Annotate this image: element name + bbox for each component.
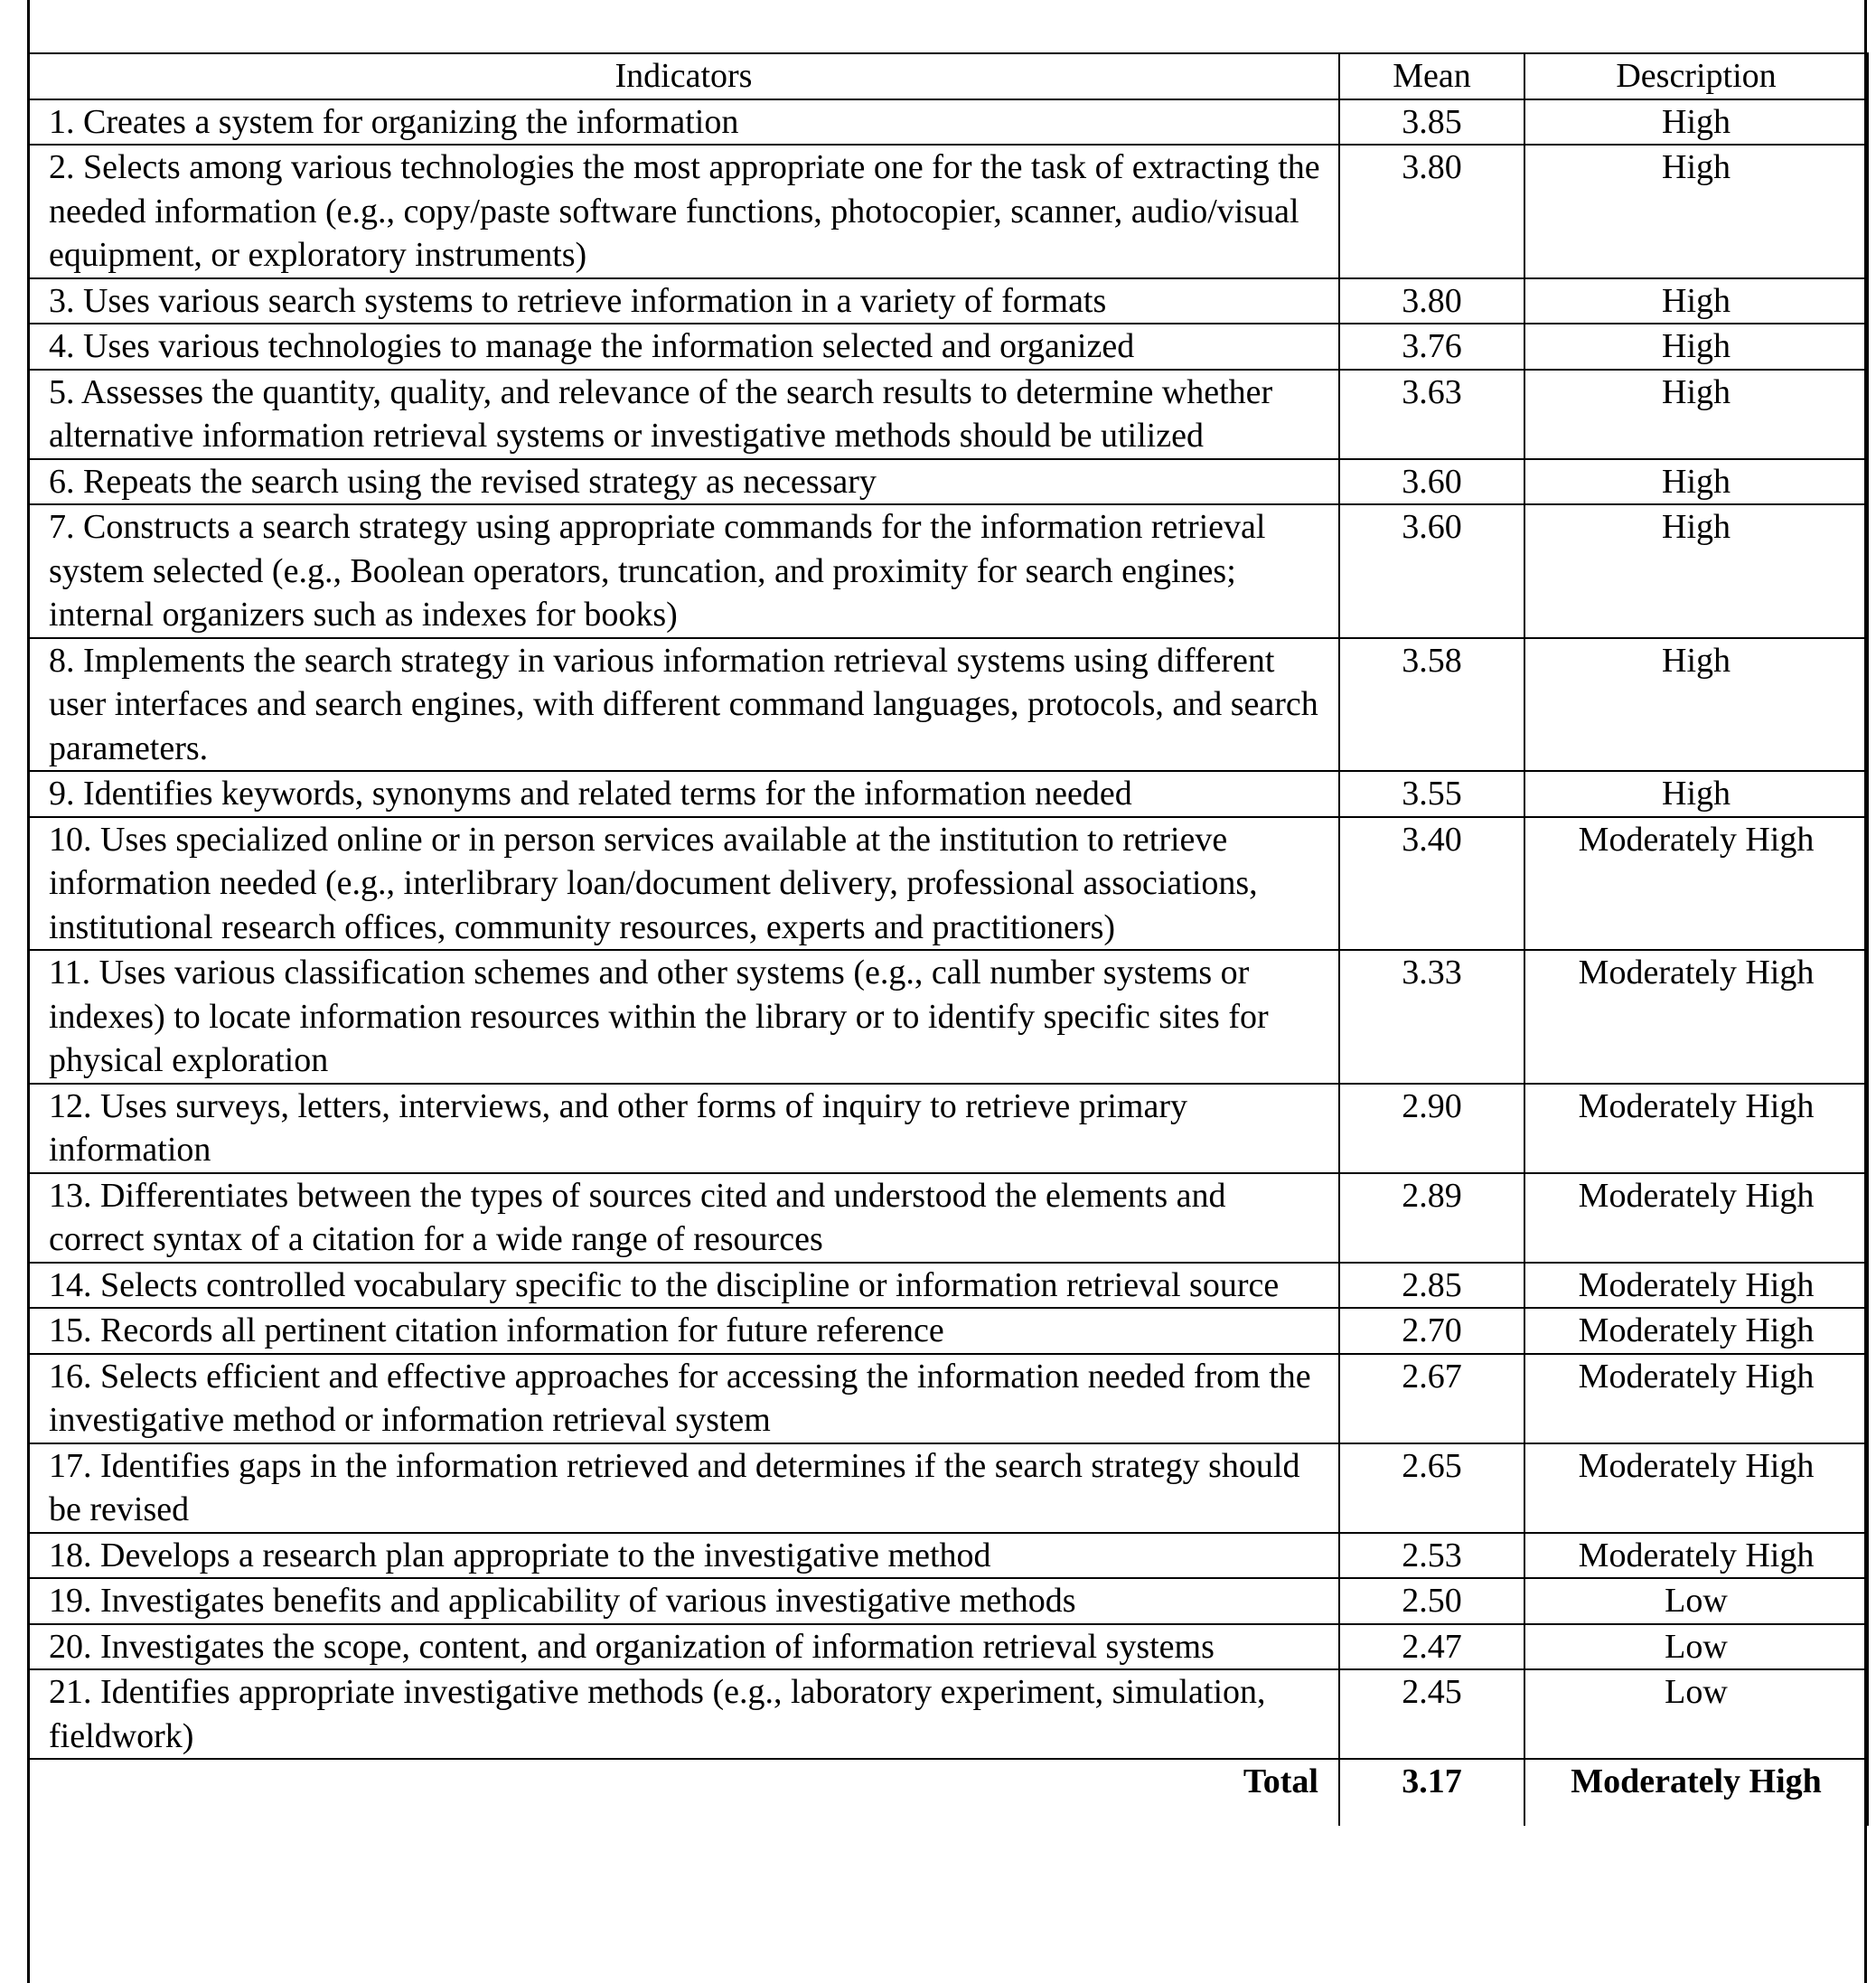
description-cell: High [1524, 504, 1868, 638]
indicator-cell: 6. Repeats the search using the revised strategy as necessary [28, 459, 1339, 505]
mean-cell: 2.47 [1339, 1624, 1524, 1670]
header-row [28, 53, 1868, 99]
table-row [28, 1624, 1868, 1670]
table-row [28, 1669, 1868, 1759]
indicator-cell: 8. Implements the search strategy in various information retrieval systems using different user interfaces and search engines, with different command languages, protocols, and search parameters. [28, 638, 1339, 772]
table-row [28, 99, 1868, 146]
header-description: Description [1524, 53, 1868, 99]
table-row [28, 817, 1868, 951]
mean-cell: 3.85 [1339, 99, 1524, 146]
table-row [28, 1308, 1868, 1354]
table-row [28, 950, 1868, 1084]
indicator-cell: 14. Selects controlled vocabulary specific to the discipline or information retrieval source [28, 1263, 1339, 1309]
description-cell: Low [1524, 1624, 1868, 1670]
mean-cell: 3.80 [1339, 145, 1524, 278]
description-cell: High [1524, 145, 1868, 278]
mean-cell: 3.33 [1339, 950, 1524, 1084]
mean-cell: 2.89 [1339, 1173, 1524, 1263]
indicator-cell: 12. Uses surveys, letters, interviews, and other forms of inquiry to retrieve primary information [28, 1084, 1339, 1173]
description-cell: High [1524, 278, 1868, 324]
total-label: Total [28, 1759, 1339, 1826]
description-cell: Low [1524, 1578, 1868, 1624]
description-cell: High [1524, 459, 1868, 505]
table-row [28, 1084, 1868, 1173]
description-cell: Moderately High [1524, 1308, 1868, 1354]
table-row [28, 1533, 1868, 1579]
description-cell: Moderately High [1524, 950, 1868, 1084]
total-row [28, 1759, 1868, 1826]
mean-cell: 2.90 [1339, 1084, 1524, 1173]
description-cell: High [1524, 99, 1868, 146]
mean-cell: 3.60 [1339, 504, 1524, 638]
indicator-cell: 18. Develops a research plan appropriate to the investigative method [28, 1533, 1339, 1579]
description-cell: Moderately High [1524, 1084, 1868, 1173]
description-cell: Low [1524, 1669, 1868, 1759]
table-row [28, 324, 1868, 370]
indicator-cell: 1. Creates a system for organizing the information [28, 99, 1339, 146]
description-cell: Moderately High [1524, 1533, 1868, 1579]
mean-cell: 3.58 [1339, 638, 1524, 772]
indicator-cell: 15. Records all pertinent citation information for future reference [28, 1308, 1339, 1354]
indicator-cell: 16. Selects efficient and effective approaches for accessing the information needed from the investigative method or information retrieval system [28, 1354, 1339, 1443]
table-row [28, 771, 1868, 817]
table-row [28, 638, 1868, 772]
mean-cell: 3.76 [1339, 324, 1524, 370]
indicator-cell: 19. Investigates benefits and applicability of various investigative methods [28, 1578, 1339, 1624]
mean-cell: 2.53 [1339, 1533, 1524, 1579]
description-cell: High [1524, 771, 1868, 817]
description-cell: Moderately High [1524, 1354, 1868, 1443]
indicator-cell: 10. Uses specialized online or in person services available at the institution to retrieve information needed (e.g., interlibrary loan/document delivery, professional associations, institutional research offices, community resources, experts and practitioners) [28, 817, 1339, 951]
mean-cell: 2.45 [1339, 1669, 1524, 1759]
indicator-cell: 5. Assesses the quantity, quality, and relevance of the search results to determine whether alternative information retrieval systems or investigative methods should be utilized [28, 370, 1339, 459]
description-cell: Moderately High [1524, 1443, 1868, 1533]
mean-cell: 2.67 [1339, 1354, 1524, 1443]
total-mean: 3.17 [1339, 1759, 1524, 1826]
mean-cell: 3.40 [1339, 817, 1524, 951]
mean-cell: 3.63 [1339, 370, 1524, 459]
table-row [28, 1173, 1868, 1263]
description-cell: Moderately High [1524, 1263, 1868, 1309]
indicator-cell: 3. Uses various search systems to retrieve information in a variety of formats [28, 278, 1339, 324]
table-row [28, 1354, 1868, 1443]
indicator-cell: 20. Investigates the scope, content, and organization of information retrieval systems [28, 1624, 1339, 1670]
mean-cell: 2.85 [1339, 1263, 1524, 1309]
table-row [28, 1263, 1868, 1309]
description-cell: Moderately High [1524, 817, 1868, 951]
description-cell: High [1524, 370, 1868, 459]
mean-cell: 3.80 [1339, 278, 1524, 324]
table-row [28, 370, 1868, 459]
indicator-cell: 11. Uses various classification schemes and other systems (e.g., call number systems or indexes) to locate information resources within the library or to identify specific sites for physical exploration [28, 950, 1339, 1084]
description-cell: Moderately High [1524, 1173, 1868, 1263]
indicator-cell: 2. Selects among various technologies the most appropriate one for the task of extracting the needed information (e.g., copy/paste software functions, photocopier, scanner, audio/visual equipment, or exploratory instruments) [28, 145, 1339, 278]
mean-cell: 3.60 [1339, 459, 1524, 505]
description-cell: High [1524, 638, 1868, 772]
mean-cell: 2.70 [1339, 1308, 1524, 1354]
total-description: Moderately High [1524, 1759, 1868, 1826]
header-indicators: Indicators [28, 53, 1339, 99]
table-row [28, 145, 1868, 278]
table-row [28, 278, 1868, 324]
indicator-cell: 7. Constructs a search strategy using appropriate commands for the information retrieval system selected (e.g., Boolean operators, truncation, and proximity for search engines; internal organizers such as indexes for books) [28, 504, 1339, 638]
indicator-cell: 4. Uses various technologies to manage the information selected and organized [28, 324, 1339, 370]
indicator-cell: 13. Differentiates between the types of sources cited and understood the elements and correct syntax of a citation for a wide range of resources [28, 1173, 1339, 1263]
mean-cell: 3.55 [1339, 771, 1524, 817]
table-body [28, 99, 1868, 1760]
mean-cell: 2.50 [1339, 1578, 1524, 1624]
indicator-cell: 21. Identifies appropriate investigative methods (e.g., laboratory experiment, simulation, fieldwork) [28, 1669, 1339, 1759]
table-row [28, 1578, 1868, 1624]
indicators-table [27, 52, 1869, 1826]
mean-cell: 2.65 [1339, 1443, 1524, 1533]
table-row [28, 504, 1868, 638]
description-cell: High [1524, 324, 1868, 370]
indicator-cell: 9. Identifies keywords, synonyms and related terms for the information needed [28, 771, 1339, 817]
table-row [28, 459, 1868, 505]
indicator-cell: 17. Identifies gaps in the information retrieved and determines if the search strategy should be revised [28, 1443, 1339, 1533]
table-row [28, 1443, 1868, 1533]
header-mean: Mean [1339, 53, 1524, 99]
